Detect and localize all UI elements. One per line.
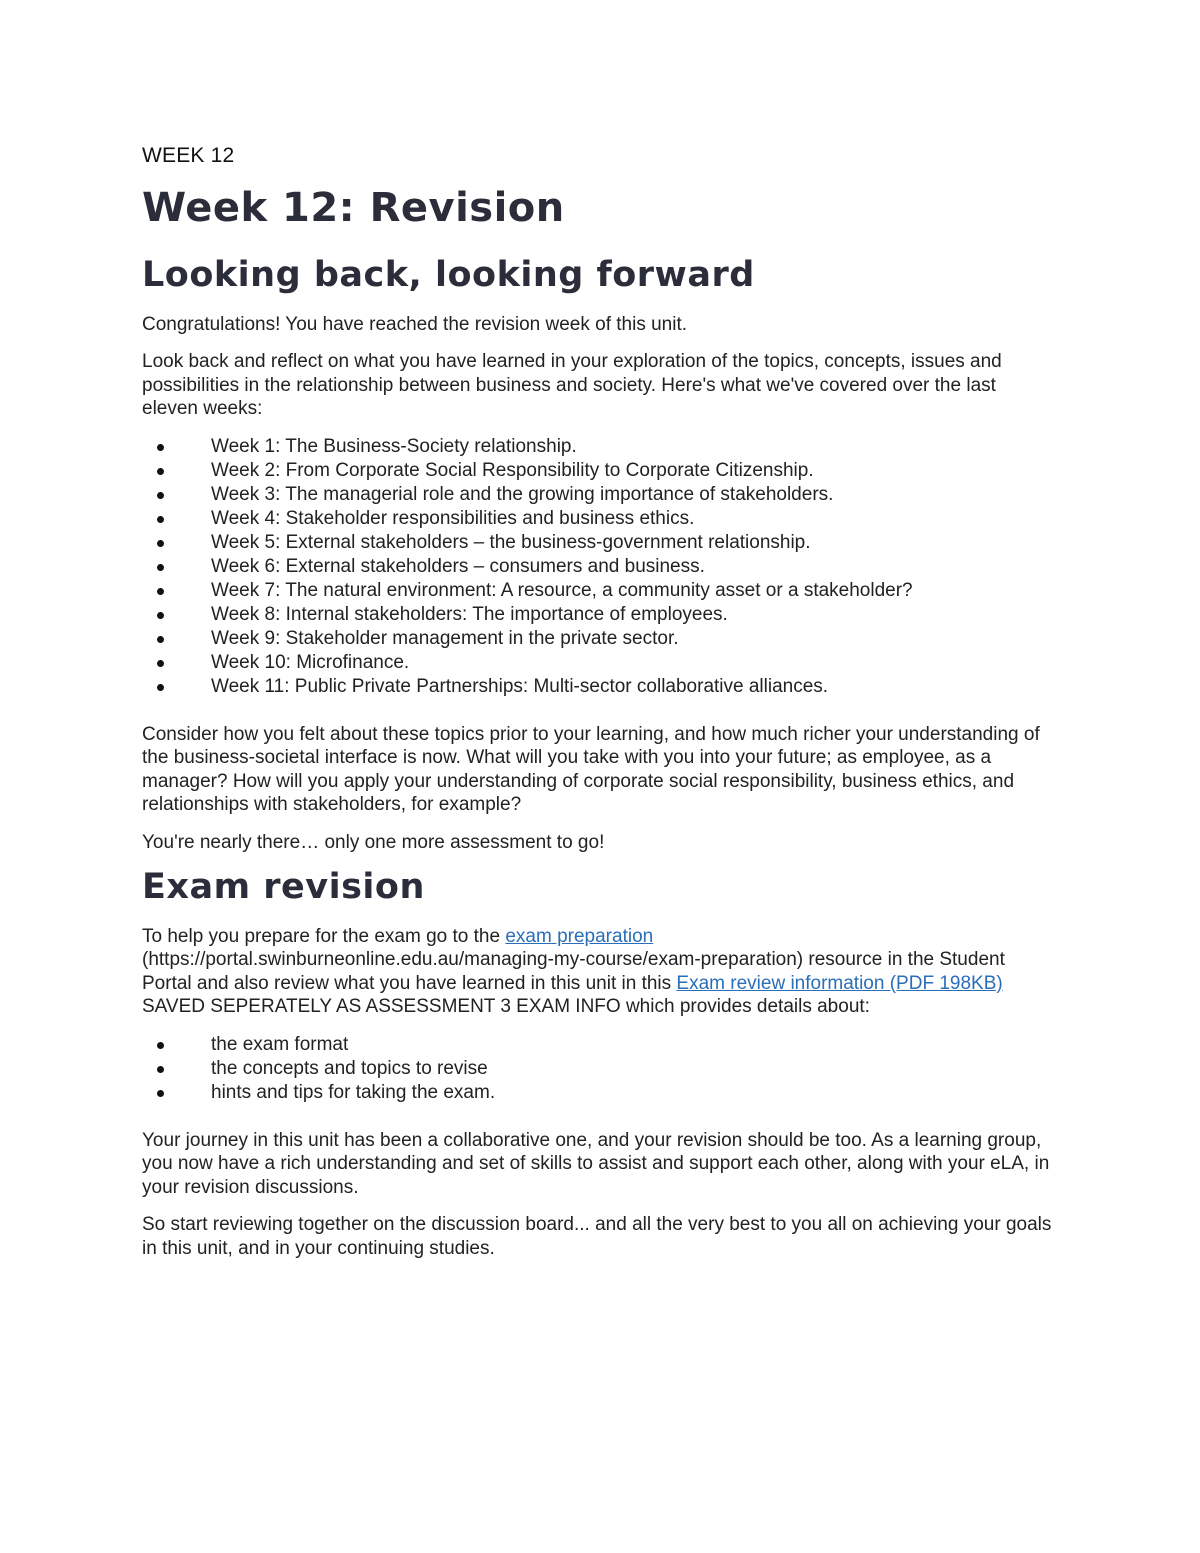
bullet-icon: [157, 1042, 164, 1049]
section-heading-exam-revision: Exam revision: [142, 867, 425, 907]
list-item: Week 9: Stakeholder management in the private sector.: [142, 627, 1055, 651]
bullet-icon: [157, 516, 164, 523]
list-item: Week 1: The Business-Society relationship.: [142, 435, 1055, 459]
intro-paragraph: Congratulations! You have reached the revision week of this unit.: [142, 313, 688, 335]
reflect-paragraph: Look back and reflect on what you have learned in your exploration of the topics, concepts, issues and possibilities in the relationship between business and society. Here's what we've covered over the last eleven weeks:: [142, 351, 1002, 419]
bullet-icon: [157, 636, 164, 643]
list-item: Week 4: Stakeholder responsibilities and business ethics.: [142, 507, 1055, 531]
list-item: Week 11: Public Private Partnerships: Multi-sector collaborative alliances.: [142, 675, 1055, 699]
consider-paragraph: Consider how you felt about these topics prior to your learning, and how much richer your understanding of the business-societal interface is now. What will you take with you into your future; as employee, as a manager? How will you apply your understanding of corporate social responsibility, business ethics, and relationships with stakeholders, for example?: [142, 723, 1040, 815]
nearly-there-paragraph: You're nearly there… only one more assessment to go!: [142, 831, 605, 853]
list-item: hints and tips for taking the exam.: [142, 1081, 1055, 1105]
week-label: WEEK 12: [142, 144, 235, 167]
list-item: Week 2: From Corporate Social Responsibility to Corporate Citizenship.: [142, 459, 1055, 483]
list-item: Week 7: The natural environment: A resource, a community asset or a stakeholder?: [142, 579, 1055, 603]
bullet-icon: [157, 492, 164, 499]
bullet-icon: [157, 444, 164, 451]
weeks-list: [142, 435, 1055, 699]
list-item: the concepts and topics to revise: [142, 1057, 1055, 1081]
bullet-icon: [157, 564, 164, 571]
list-item: the exam format: [142, 1033, 1055, 1057]
bullet-icon: [157, 540, 164, 547]
bullet-icon: [157, 468, 164, 475]
section-heading-looking-back: Looking back, looking forward: [142, 255, 755, 295]
page-title: Week 12: Revision: [142, 185, 565, 231]
bullet-icon: [157, 660, 164, 667]
bullet-icon: [157, 1066, 164, 1073]
journey-paragraph: Your journey in this unit has been a collaborative one, and your revision should be too. As a learning group, you now have a rich understanding and set of skills to assist and support each other, along with your eLA, in your revision discussions.: [142, 1129, 1050, 1198]
bullet-icon: [157, 1090, 164, 1097]
exam-review-information-link[interactable]: Exam review information (PDF 198KB): [676, 972, 1003, 994]
exam-preparation-link[interactable]: exam preparation: [505, 925, 654, 947]
list-item: Week 6: External stakeholders – consumers and business.: [142, 555, 1055, 579]
list-item: Week 5: External stakeholders – the business-government relationship.: [142, 531, 1055, 555]
exam-details-list: [142, 1033, 1055, 1105]
bullet-icon: [157, 612, 164, 619]
list-item: Week 3: The managerial role and the growing importance of stakeholders.: [142, 483, 1055, 507]
list-item: Week 10: Microfinance.: [142, 651, 1055, 675]
closing-paragraph: So start reviewing together on the discussion board... and all the very best to you all on achieving your goals in this unit, and in your continuing studies.: [142, 1214, 1052, 1259]
bullet-icon: [157, 588, 164, 595]
bullet-icon: [157, 684, 164, 691]
exam-prep-paragraph: To help you prepare for the exam go to the exam preparation (https://portal.swinburneonline.edu.au/managing-my-course/exam-preparation) resource in the Student Portal and also review what you have learned in this unit in this Exam review information (PDF 198KB) SAVED SEPERATELY AS ASSESSMENT 3 EXAM INFO which provides details about:: [142, 925, 1005, 1017]
list-item: Week 8: Internal stakeholders: The importance of employees.: [142, 603, 1055, 627]
